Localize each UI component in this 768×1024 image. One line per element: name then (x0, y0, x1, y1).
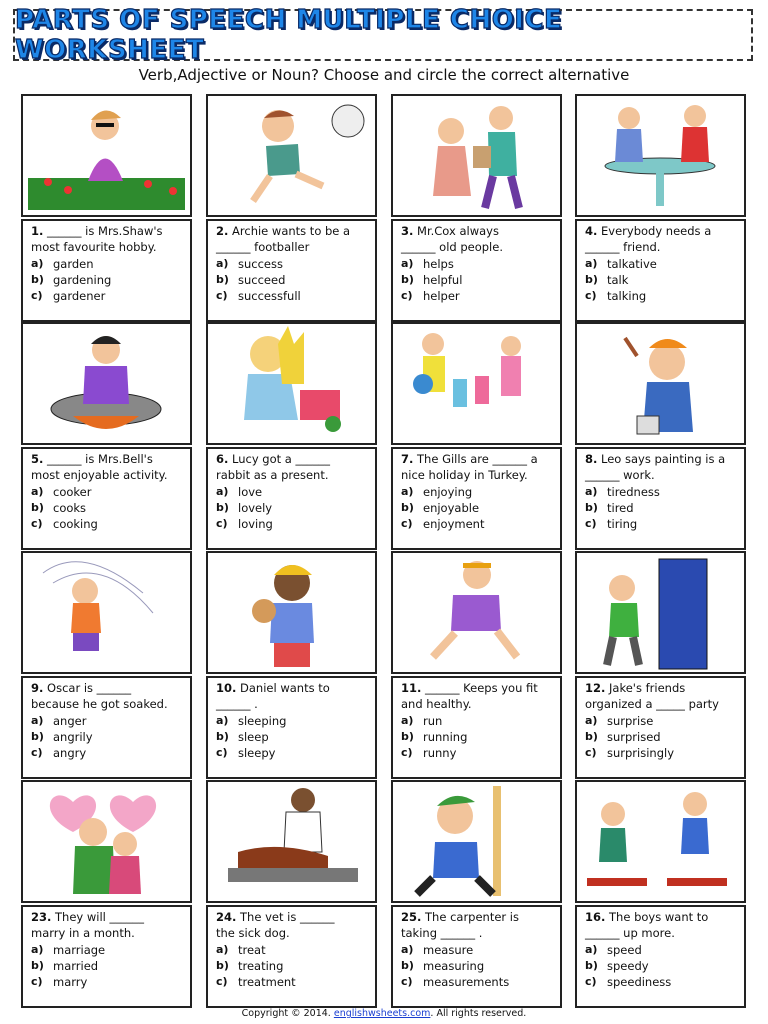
answer-option[interactable] (401, 256, 554, 272)
option-text: runny (423, 746, 457, 761)
option-letter: b) (31, 729, 44, 743)
answer-option[interactable] (31, 745, 184, 761)
option-letter: c) (585, 289, 597, 303)
option-text: anger (53, 713, 87, 728)
answer-option[interactable] (216, 974, 369, 990)
option-letter: a) (31, 942, 44, 956)
option-text: tiring (607, 517, 638, 532)
option-letter: c) (31, 289, 43, 303)
option-text: successfull (238, 289, 301, 304)
illustration-5 (21, 322, 192, 445)
question-box (21, 905, 192, 1008)
answer-option[interactable] (31, 729, 184, 745)
answer-option[interactable] (216, 958, 369, 974)
question-text: Lucy got a ______ (232, 452, 331, 466)
answer-option[interactable] (401, 942, 554, 958)
illustration-4 (575, 94, 746, 217)
answer-option[interactable] (585, 942, 738, 958)
option-text: talking (607, 289, 647, 304)
option-letter: c) (216, 746, 228, 760)
option-letter: b) (31, 958, 44, 972)
illustration-9 (21, 551, 192, 674)
answer-option[interactable] (31, 500, 184, 516)
option-letter: c) (401, 517, 413, 531)
answer-option[interactable] (401, 516, 554, 532)
option-letter: c) (216, 517, 228, 531)
question-text: ______ Keeps you fit (425, 681, 538, 695)
option-text: talkative (607, 256, 657, 271)
option-text: speed (607, 942, 642, 957)
question-line-1 (401, 909, 554, 925)
option-text: gardener (53, 289, 106, 304)
answer-option[interactable] (31, 516, 184, 532)
question-line-1 (401, 451, 554, 467)
option-letter: a) (401, 256, 414, 270)
option-text: sleep (238, 729, 269, 744)
question-line-1 (31, 451, 184, 467)
question-box (391, 219, 562, 322)
question-number: 10. (216, 681, 237, 695)
question-line-2: ______ footballer (216, 240, 310, 255)
option-text: garden (53, 256, 94, 271)
illustration-7 (391, 322, 562, 445)
question-line-2: because he got soaked. (31, 697, 168, 712)
option-letter: b) (216, 500, 229, 514)
option-text: cooker (53, 484, 92, 499)
option-letter: b) (401, 500, 414, 514)
question-text: The vet is ______ (240, 910, 335, 924)
option-text: helps (423, 256, 454, 271)
option-letter: c) (585, 746, 597, 760)
illustration-11 (391, 551, 562, 674)
option-letter: b) (585, 958, 598, 972)
option-text: sleepy (238, 746, 276, 761)
option-text: surprise (607, 713, 654, 728)
question-text: Oscar is ______ (47, 681, 132, 695)
question-line-1 (216, 223, 369, 239)
question-line-1 (585, 223, 738, 239)
answer-option[interactable] (216, 942, 369, 958)
answer-option[interactable] (216, 272, 369, 288)
option-text: talk (607, 272, 629, 287)
option-text: tired (607, 500, 634, 515)
question-line-1 (585, 680, 738, 696)
option-letter: b) (216, 958, 229, 972)
question-text: Everybody needs a (601, 224, 712, 238)
option-letter: c) (31, 517, 43, 531)
question-line-1 (31, 680, 184, 696)
question-line-2: ______ old people. (401, 240, 503, 255)
question-box (206, 905, 377, 1008)
question-text: The Gills are ______ a (417, 452, 538, 466)
option-letter: b) (401, 729, 414, 743)
question-number: 24. (216, 910, 237, 924)
illustration-13 (21, 780, 192, 903)
illustration-12 (575, 551, 746, 674)
question-line-1 (585, 909, 738, 925)
option-text: helper (423, 289, 460, 304)
question-number: 5. (31, 452, 44, 466)
answer-option[interactable] (585, 516, 738, 532)
option-text: succeed (238, 272, 286, 287)
question-number: 16. (585, 910, 606, 924)
question-number: 9. (31, 681, 44, 695)
question-box (206, 447, 377, 550)
answer-option[interactable] (585, 958, 738, 974)
question-line-2: rabbit as a present. (216, 468, 329, 483)
question-number: 23. (31, 910, 52, 924)
illustration-8 (575, 322, 746, 445)
question-number: 3. (401, 224, 414, 238)
answer-option[interactable] (216, 713, 369, 729)
option-text: angry (53, 746, 87, 761)
option-text: running (423, 729, 468, 744)
option-letter: c) (401, 289, 413, 303)
question-box (391, 676, 562, 779)
option-text: lovely (238, 500, 273, 515)
option-text: married (53, 958, 99, 973)
question-number: 11. (401, 681, 422, 695)
answer-option[interactable] (585, 500, 738, 516)
answer-option[interactable] (585, 484, 738, 500)
option-letter: c) (585, 517, 597, 531)
option-letter: c) (31, 975, 43, 989)
answer-option[interactable] (585, 713, 738, 729)
option-text: enjoyable (423, 500, 480, 515)
answer-option[interactable] (401, 500, 554, 516)
option-letter: a) (216, 484, 229, 498)
question-box (575, 676, 746, 779)
question-line-2: most enjoyable activity. (31, 468, 168, 483)
option-text: measure (423, 942, 474, 957)
answer-option[interactable] (31, 942, 184, 958)
question-box (21, 447, 192, 550)
answer-option[interactable] (216, 288, 369, 304)
answer-option[interactable] (31, 256, 184, 272)
answer-option[interactable] (401, 288, 554, 304)
answer-option[interactable] (585, 288, 738, 304)
option-letter: a) (585, 484, 598, 498)
question-line-2: organized a _____ party (585, 697, 719, 712)
option-text: measurements (423, 975, 510, 990)
option-text: treating (238, 958, 284, 973)
question-text: They will ______ (55, 910, 145, 924)
question-line-2: ______ friend. (585, 240, 661, 255)
answer-option[interactable] (401, 484, 554, 500)
question-text: ______ is Mrs.Shaw's (47, 224, 163, 238)
option-letter: b) (216, 729, 229, 743)
question-text: The boys want to (609, 910, 709, 924)
answer-option[interactable] (31, 974, 184, 990)
illustration-16 (575, 780, 746, 903)
answer-option[interactable] (216, 516, 369, 532)
option-text: sleeping (238, 713, 287, 728)
option-letter: b) (216, 272, 229, 286)
question-line-2: the sick dog. (216, 926, 290, 941)
question-line-2: marry in a month. (31, 926, 135, 941)
answer-option[interactable] (585, 974, 738, 990)
worksheet-title: PARTS OF SPEECH MULTIPLE CHOICE WORKSHEET (15, 5, 563, 65)
illustration-6 (206, 322, 377, 445)
answer-option[interactable] (216, 256, 369, 272)
question-number: 6. (216, 452, 229, 466)
question-line-2: most favourite hobby. (31, 240, 157, 255)
footer (0, 1008, 768, 1019)
question-text: Mr.Cox always (417, 224, 499, 238)
question-line-1 (31, 223, 184, 239)
option-letter: a) (216, 942, 229, 956)
question-text: ______ is Mrs.Bell's (47, 452, 153, 466)
answer-option[interactable] (216, 484, 369, 500)
title-box (13, 5, 753, 65)
option-letter: c) (31, 746, 43, 760)
answer-option[interactable] (401, 713, 554, 729)
question-line-1 (216, 909, 369, 925)
option-letter: b) (401, 958, 414, 972)
option-letter: a) (216, 713, 229, 727)
option-letter: b) (585, 272, 598, 286)
question-text: Jake's friends (609, 681, 686, 695)
question-number: 25. (401, 910, 422, 924)
question-box (21, 676, 192, 779)
option-letter: c) (216, 289, 228, 303)
option-text: love (238, 484, 263, 499)
question-number: 2. (216, 224, 229, 238)
answer-option[interactable] (401, 729, 554, 745)
option-text: measuring (423, 958, 485, 973)
question-line-1 (585, 451, 738, 467)
question-box (575, 905, 746, 1008)
option-text: surprised (607, 729, 661, 744)
question-line-2: ______ work. (585, 468, 655, 483)
option-letter: b) (585, 500, 598, 514)
question-box (391, 905, 562, 1008)
question-line-2: taking ______ . (401, 926, 483, 941)
answer-option[interactable] (585, 256, 738, 272)
answer-option[interactable] (401, 958, 554, 974)
answer-option[interactable] (216, 500, 369, 516)
question-line-1 (401, 223, 554, 239)
question-box (206, 219, 377, 322)
illustration-3 (391, 94, 562, 217)
option-letter: a) (585, 942, 598, 956)
option-text: run (423, 713, 443, 728)
option-text: angrily (53, 729, 93, 744)
option-letter: c) (401, 746, 413, 760)
question-text: The carpenter is (425, 910, 519, 924)
question-text: Archie wants to be a (232, 224, 351, 238)
question-text: Daniel wants to (240, 681, 330, 695)
answer-option[interactable] (31, 958, 184, 974)
option-text: treatment (238, 975, 296, 990)
option-letter: b) (401, 272, 414, 286)
answer-option[interactable] (31, 288, 184, 304)
answer-option[interactable] (401, 745, 554, 761)
illustration-10 (206, 551, 377, 674)
answer-option[interactable] (216, 729, 369, 745)
question-line-2: ______ . (216, 697, 258, 712)
option-letter: a) (31, 713, 44, 727)
option-text: tiredness (607, 484, 660, 499)
question-line-1 (31, 909, 184, 925)
question-number: 8. (585, 452, 598, 466)
option-text: treat (238, 942, 266, 957)
option-letter: c) (216, 975, 228, 989)
option-text: helpful (423, 272, 463, 287)
question-box (575, 219, 746, 322)
option-text: marry (53, 975, 88, 990)
illustration-2 (206, 94, 377, 217)
option-text: success (238, 256, 283, 271)
option-letter: c) (401, 975, 413, 989)
illustration-15 (391, 780, 562, 903)
question-line-1 (401, 680, 554, 696)
option-text: enjoyment (423, 517, 485, 532)
rights-text: . All rights reserved. (430, 1008, 527, 1019)
question-box (391, 447, 562, 550)
option-text: marriage (53, 942, 106, 957)
option-text: loving (238, 517, 273, 532)
option-letter: a) (401, 713, 414, 727)
question-number: 7. (401, 452, 414, 466)
option-letter: a) (401, 942, 414, 956)
question-number: 12. (585, 681, 606, 695)
option-letter: a) (216, 256, 229, 270)
question-box (21, 219, 192, 322)
answer-option[interactable] (31, 713, 184, 729)
worksheet-instructions: Verb,Adjective or Noun? Choose and circle the correct alternative (138, 66, 630, 84)
illustration-14 (206, 780, 377, 903)
option-letter: c) (585, 975, 597, 989)
option-text: surprisingly (607, 746, 675, 761)
option-letter: a) (585, 713, 598, 727)
question-line-2: and healthy. (401, 697, 472, 712)
site-link[interactable]: englishwsheets.com (333, 1008, 431, 1019)
option-letter: a) (401, 484, 414, 498)
answer-option[interactable] (585, 745, 738, 761)
answer-option[interactable] (585, 272, 738, 288)
answer-option[interactable] (401, 272, 554, 288)
illustration-1 (21, 94, 192, 217)
answer-option[interactable] (31, 484, 184, 500)
question-text: Leo says painting is a (601, 452, 726, 466)
option-text: gardening (53, 272, 112, 287)
question-number: 4. (585, 224, 598, 238)
question-line-2: ______ up more. (585, 926, 675, 941)
question-line-1 (216, 680, 369, 696)
answer-option[interactable] (31, 272, 184, 288)
answer-option[interactable] (585, 729, 738, 745)
question-box (206, 676, 377, 779)
question-number: 1. (31, 224, 44, 238)
option-text: speedy (607, 958, 649, 973)
option-text: cooks (53, 500, 87, 515)
copyright-text: Copyright © 2014. (241, 1008, 334, 1019)
option-letter: a) (31, 484, 44, 498)
option-letter: b) (585, 729, 598, 743)
option-text: speediness (607, 975, 672, 990)
answer-option[interactable] (216, 745, 369, 761)
option-text: enjoying (423, 484, 473, 499)
option-letter: a) (585, 256, 598, 270)
answer-option[interactable] (401, 974, 554, 990)
question-line-2: nice holiday in Turkey. (401, 468, 528, 483)
option-letter: b) (31, 500, 44, 514)
option-text: cooking (53, 517, 98, 532)
question-line-1 (216, 451, 369, 467)
question-box (575, 447, 746, 550)
option-letter: a) (31, 256, 44, 270)
option-letter: b) (31, 272, 44, 286)
